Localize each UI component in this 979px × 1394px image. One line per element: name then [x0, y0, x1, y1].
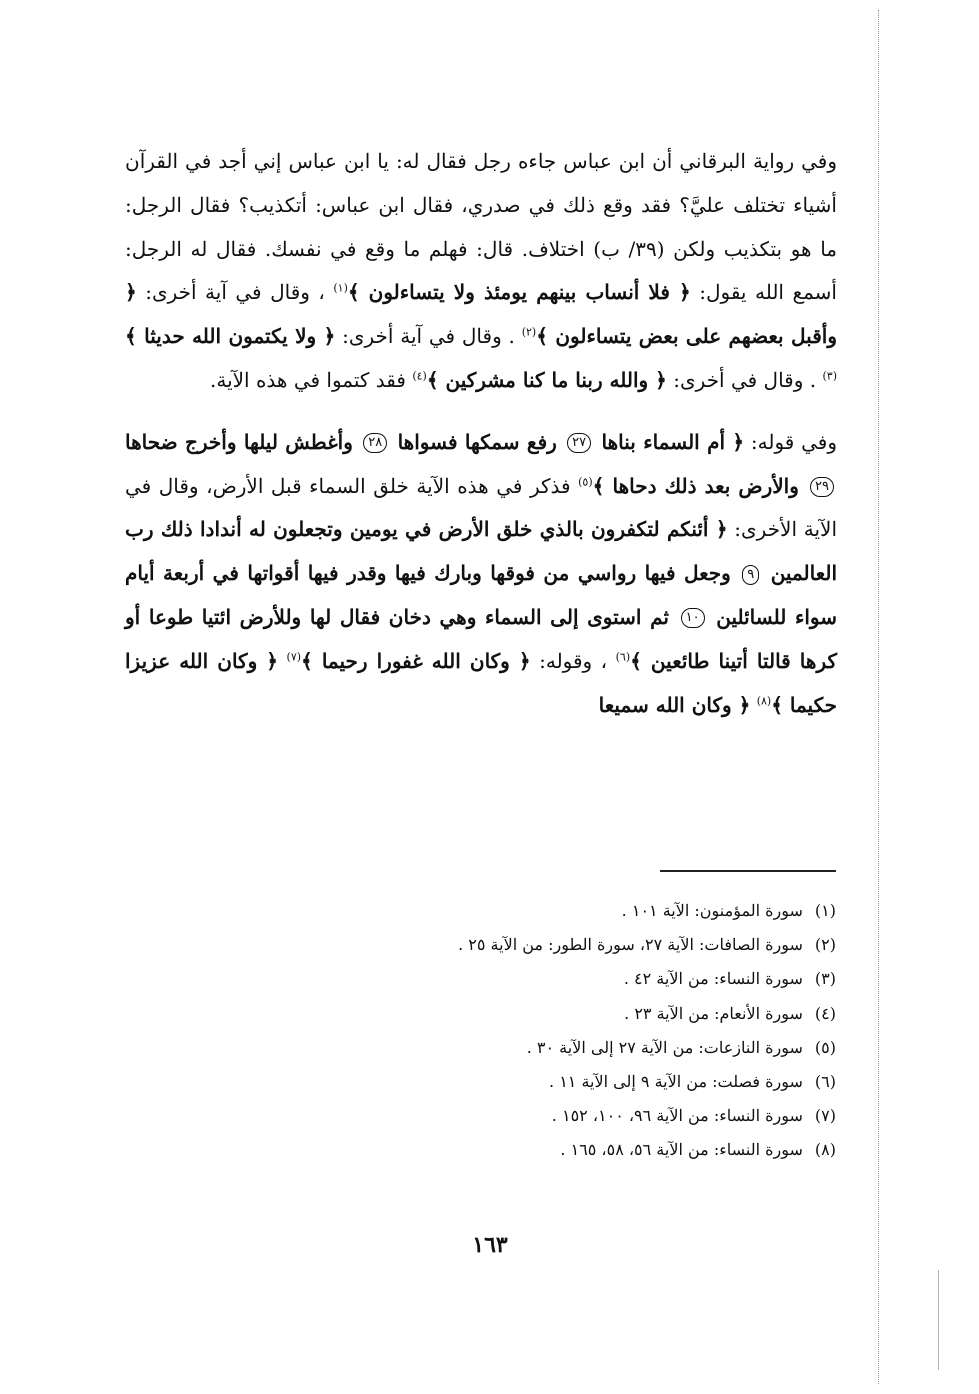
footnote-number: (٧) [814, 1106, 836, 1126]
text-run: وفي رواية البرقاني أن ابن عباس جاءه رجل فقال له: يا ابن عباس إني أجد في القرآن أشياء تختلف عليَّ؟ فقد وقع ذلك في صدري، فقال ابن عباس: أتكذيب؟ فقال الرجل: ما هو بتكذيب ولكن (٣٩/ ب) اختلاف. قال: فهلم ما وقع في نفسك. فقال له الرجل: أسمع الله يقول: [125, 149, 838, 305]
ayah-number-marker: ٩ [742, 565, 759, 585]
footnote-number: (٣) [814, 969, 836, 989]
ayah-number-marker: ١٠ [681, 608, 705, 628]
footnote-text: سورة النساء: من الآية ٥٦، ٥٨، ١٦٥ . [560, 1140, 803, 1160]
footnote-ref: (٦) [615, 650, 631, 664]
footnote-item [200, 997, 836, 1031]
scan-fold-line [878, 10, 879, 1384]
text-run [278, 649, 286, 673]
footnote-number: (٦) [814, 1072, 836, 1092]
footnotes [200, 894, 836, 1168]
footnote-item [200, 1133, 836, 1167]
text-run: فقد كتموا في هذه الآية. [209, 367, 413, 392]
quran-quote: ﴿ وكان الله سميعا [598, 692, 751, 717]
quran-quote: ﴿ فلا أنساب بينهم يومئذ ولا يتساءلون ﴾ [347, 280, 691, 305]
quran-quote: ﴿ وأقبل بعضهم على بعض يتساءلون ﴾ [125, 280, 837, 349]
quran-quote: والأرض بعد ذلك دحاها ﴾ [592, 473, 808, 498]
text-run: ، وقوله: [530, 648, 616, 673]
text-run: فذكر في هذه الآية خلق السماء قبل الأرض، وقال في الآية الأخرى: [125, 473, 837, 542]
footnote-text: سورة النازعات: من الآية ٢٧ إلى الآية ٣٠ . [526, 1037, 803, 1057]
paragraph-2 [125, 421, 837, 728]
footnote-ref: (٧) [286, 650, 302, 664]
footnote-ref: (٤) [412, 369, 427, 383]
footnote-item [200, 962, 836, 996]
footnote-separator [660, 870, 836, 872]
footnote-item [200, 1031, 836, 1065]
ayah-number-marker: ٢٧ [567, 433, 591, 453]
page-number: ١٦٣ [472, 1232, 508, 1258]
footnote-number: (٢) [814, 935, 836, 955]
footnote-text: سورة فصلت: من الآية ٩ إلى الآية ١١ . [549, 1072, 803, 1092]
footnote-text: سورة النساء: من الآية ٤٢ . [623, 969, 803, 989]
quran-quote: ﴿ والله ربنا ما كنا مشركين ﴾ [426, 367, 667, 392]
footnote-text: سورة المؤمنون: الآية ١٠١ . [621, 901, 803, 920]
footnote-item [200, 894, 836, 928]
ayah-number-marker: ٢٨ [363, 433, 387, 453]
quran-quote: رفع سمكها فسواها [390, 429, 565, 454]
quran-quote: ثم استوى إلى السماء وهي دخان فقال لها وللأرض ائتيا طوعا أو كرها قالتا أتينا طائعين ﴾ [125, 604, 838, 673]
footnote-item [200, 928, 836, 962]
footnote-item [200, 1099, 836, 1133]
footnote-text: سورة الصافات: الآية ٢٧، سورة الطور: من الآية ٢٥ . [458, 935, 803, 955]
scan-edge-mark [938, 1270, 939, 1370]
footnote-number: (٨) [814, 1140, 836, 1160]
text-run: . وقال في آية أخرى: [335, 324, 522, 349]
quran-quote: وجعل فيها رواسي من فوقها وبارك فيها وقدر فيها أقواتها في أربعة أيام سواء للسائلين [125, 561, 838, 629]
ayah-number-marker: ٢٩ [810, 477, 834, 497]
footnote-ref: (٣) [822, 369, 837, 383]
footnote-number: (١) [814, 901, 836, 920]
footnote-ref: (١) [333, 281, 348, 295]
quran-quote: وأغطش ليلها وأخرج ضحاها [125, 429, 361, 454]
quran-quote: ﴿ ولا يكتمون الله حديثا ﴾ [125, 324, 336, 349]
footnote-number: (٥) [814, 1037, 836, 1057]
quran-quote: ﴿ وكان الله عزيزا حكيما ﴾ [125, 648, 837, 717]
footnote-ref: (٢) [521, 325, 537, 339]
footnote-number: (٤) [814, 1003, 836, 1023]
text-run: ، وقال في آية أخرى: [136, 280, 334, 305]
quran-quote: ﴿ أم السماء بناها [594, 429, 745, 454]
footnote-item [200, 1065, 836, 1099]
footnote-text: سورة الأنعام: من الآية ٢٣ . [624, 1003, 803, 1023]
text-run: . وقال في أخرى: [666, 367, 823, 392]
main-text [125, 140, 837, 727]
footnote-ref: (٥) [578, 474, 593, 488]
text-run: وفي قوله: [744, 429, 837, 454]
paragraph-1 [125, 140, 837, 403]
quran-quote: ﴿ وكان الله غفورا رحيما ﴾ [301, 648, 531, 673]
footnote-ref: (٨) [756, 693, 772, 707]
quran-quote: ﴿ أئنكم لتكفرون بالذي خلق الأرض في يومين وتجعلون له أندادا ذلك رب العالمين [125, 517, 838, 586]
footnote-text: سورة النساء: من الآية ٩٦، ١٠٠، ١٥٢ . [551, 1106, 803, 1126]
